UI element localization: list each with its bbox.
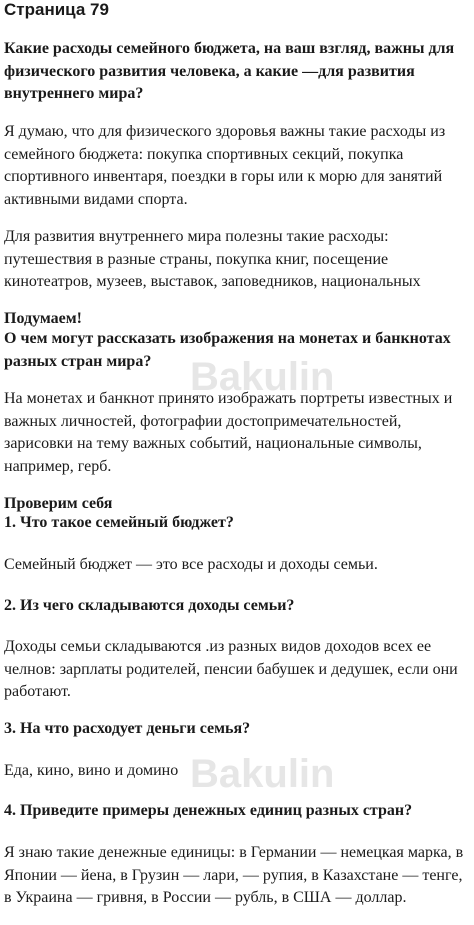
page-title: Страница 79 bbox=[4, 0, 109, 19]
watermark-bakulin-1: Bakulin bbox=[190, 355, 335, 399]
check-answer-2: Доходы семьи складываются .из разных видов доходов всех ее челнов: зарплаты родителей, пенсии бабушек и дедушек, если они работают. bbox=[4, 638, 458, 700]
check-question-1: 1. Что такое семейный бюджет? bbox=[4, 514, 234, 531]
question-2: О чем могут рассказать изображения на монетах и банкнотах разных стран мира? bbox=[4, 330, 451, 370]
check-answer-4: Я знаю такие денежные единицы: в Германии — немецкая марка, в Японии — йена, в Грузин — лари, — рупия, в Казахстане — тенге, в Украина — гривня, в России — рубль, в США — доллар. bbox=[4, 844, 464, 906]
check-question-2: 2. Из чего складываются доходы семьи? bbox=[4, 597, 295, 614]
answer-1b: Для развития внутреннего мира полезны такие расходы: путешествия в разные страны, покупка книг, посещение кинотеатров, музеев, выставок, заповедников, национальных bbox=[4, 228, 421, 290]
watermark-bakulin-2: Bakulin bbox=[190, 752, 335, 796]
answer-1a: Я думаю, что для физического здоровья важны такие расходы из семейного бюджета: покупка спортивных секций, покупка спортивного инвентаря, поездки в горы или к морю для занятий активными видами спорта. bbox=[4, 123, 446, 208]
check-answer-1: Семейный бюджет — это все расходы и доходы семьи. bbox=[4, 556, 378, 573]
answer-2: На монетах и банкнот принято изображать портреты известных и важных личностей, фотографии достопримечательностей, зарисовки на тему важных событий, национальные символы, например, герб. bbox=[4, 390, 453, 475]
question-1: Какие расходы семейного бюджета, на ваш взгляд, важны для физического развития человека, а какие —для развития внутреннего мира? bbox=[4, 40, 455, 102]
check-answer-3: Еда, кино, вино и домино bbox=[4, 762, 179, 779]
think-heading: Подумаем! bbox=[4, 310, 82, 327]
check-question-3: 3. На что расходует деньги семья? bbox=[4, 720, 251, 737]
check-question-4: 4. Приведите примеры денежных единиц разных стран? bbox=[4, 802, 413, 819]
check-heading: Проверим себя bbox=[4, 495, 113, 512]
